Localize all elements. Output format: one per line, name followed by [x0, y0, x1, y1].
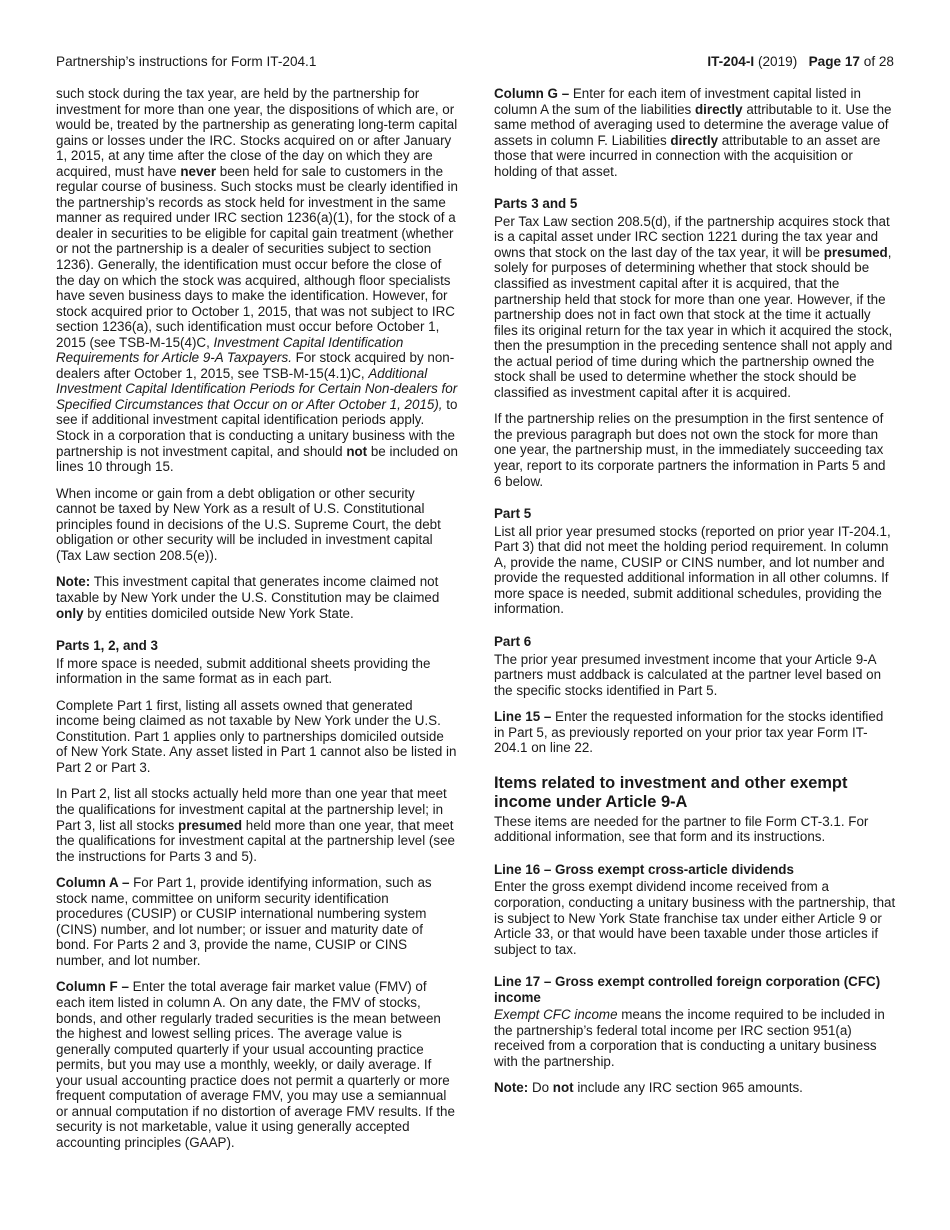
text-run: be included on lines 10 through 15. [56, 443, 458, 475]
note-paragraph-965 [494, 1080, 896, 1096]
text-run: , solely for purposes of determining whether that stock should be classified as investment capital after it is acquired, that the partnership held that stock for more than one year. However, if the partnership does not in fact own that stock at the time it actually files its original return for the tax year in which it acquired the stock, then the presumption in the preceding sentence shall not apply and the actual period of time during which the partnership owned the stock shall be used to determine whether the stock should be classified as investment capital after it is acquired. [494, 244, 893, 400]
paragraph-debt-obligation: When income or gain from a debt obligation or other security cannot be taxed by New York as a result of U.S. Constitutional principles found in decisions of the U.S. Supreme Court, the debt obligation or other security will be included in investment capital (Tax Law section 208.5(e)). [56, 485, 441, 563]
heading-line-17: Line 17 – Gross exempt controlled foreign corporation (CFC) income [494, 974, 881, 1005]
text-run: been held for sale to customers in the regular course of business. Such stocks must be clearly identified in the partnership’s records as stock held for investment in the same manner as required under IRC section 1236(a)(1), for the stock of a dealer in securities to be eligible for capital gain treatment (whether or not the partnership is a dealer of securities subject to section 1236). Generally, the identification must occur before the close of the day on which the stock was acquired, although floor specialists have seven business days to make the identification. However, for stock acquired prior to October 1, 2015, that was not subject to IRC section 1236(a), such identification must occur before October 1, 2015 (see TSB-M-15(4)C, [56, 163, 458, 350]
text-run: Per Tax Law section 208.5(d), if the partnership acquires stock that is a capital asset under IRC section 1221 during the tax year and owns that stock on the last day of the tax year, it will be [494, 213, 890, 260]
paragraph-presumption [494, 214, 896, 401]
emphasis-directly: directly [670, 132, 719, 148]
paragraph-line-15 [494, 709, 896, 756]
paragraph-column-a [56, 875, 458, 968]
paragraph-line-17 [494, 1007, 896, 1069]
note-paragraph [56, 574, 458, 621]
text-run: attributable to an asset are those that were incurred in connection with the acquisition or holding of that asset. [494, 132, 881, 179]
left-column [56, 86, 458, 1161]
paragraph-part-6: The prior year presumed investment income that your Article 9-A partners must addback is calculated at the partner level based on the specific stocks identified in Part 5. [494, 651, 882, 698]
right-column [494, 86, 896, 1107]
page-header [56, 54, 894, 74]
heading-part-6: Part 6 [494, 633, 532, 649]
publication-title: Investment Capital Identification Requirements for Article 9-A Taxpayers. [56, 334, 404, 366]
paragraph-line-16: Enter the gross exempt dividend income received from a corporation, conducting a unitary business with the partnership, that is subject to New York State franchise tax under either Article 9 or Article 33, or that would have been taxable under those articles if subject to tax. [494, 879, 896, 957]
header-page-total: of 28 [859, 54, 894, 69]
paragraph-column-f [56, 979, 458, 1150]
text-run: For Part 1, provide identifying information, such as stock name, committee on uniform security identification procedures (CUSIP) or CUSIP international numbering system (CINS) number, and lot number; or issuer and maturity date of bond. For Parts 2 and 3, provide the name, CUSIP or CINS number, and lot number. [56, 875, 432, 968]
text-run: Enter for each item of investment capital listed in column A the sum of the liabilities [494, 86, 861, 117]
paragraph-items-intro: These items are needed for the partner to file Form CT-3.1. For additional information, see that form and its instructions. [494, 813, 869, 845]
heading-line-16: Line 16 – Gross exempt cross-article dividends [494, 861, 794, 877]
header-page-number: Page 17 [808, 54, 860, 69]
text-run: Enter the total average fair market value (FMV) of each item listed in column A. On any date, the FMV of stocks, bonds, and other regularly traded securities is the mean between the highest and lowest selling prices. The average value is generally computed quarterly if your usual accounting practice permits, but you may use a monthly, weekly, or daily average. If your usual accounting practice does not permit a quarterly or more frequent computation of average FMV, you may use a semiannual or annual computation if no distortion of average FMV results. If the security is not marketable, value it using generally accepted accounting principles (GAAP). [56, 979, 455, 1150]
header-year: (2019) [754, 54, 798, 69]
paragraph-column-g [494, 86, 896, 179]
paragraph-stock-holding [56, 86, 458, 475]
publication-title: Additional Investment Capital Identification Periods for Certain Non-dealers for Specified Circumstances that Occur on or After October 1, 2015), [56, 365, 458, 412]
text-run: to see if additional investment capital identification periods apply. Stock in a corporation that is conducting a unitary business with the partnership is not investment capital, and should [56, 396, 458, 459]
note-label: Note: [56, 574, 91, 590]
paragraph-part-5: List all prior year presumed stocks (reported on prior year IT-204.1, Part 3) that did not meet the holding period requirement. In column A, provide the name, CUSIP or CINS number, and lot number and provide the requested additional information in all other columns. If more space is needed, submit additional schedules, providing the information. [494, 523, 891, 617]
text-run: Enter the requested information for the stocks identified in Part 5, as previously reported on your prior tax year Form IT-204.1 on line 22. [494, 709, 884, 756]
paragraph-more-space: If more space is needed, submit additional sheets providing the information in the same format as in each part. [56, 655, 431, 687]
term-exempt-cfc-income: Exempt CFC income [494, 1007, 618, 1023]
emphasis-not: not [346, 443, 368, 459]
text-run: include any IRC section 965 amounts. [573, 1080, 803, 1096]
note-label: Note: [494, 1080, 529, 1096]
header-form-id: IT-204-I [707, 54, 755, 69]
text-run: attributable to it. Use the same method of averaging used to determine the average value of assets in column F. Liabilities [494, 101, 892, 148]
header-page-info [707, 54, 894, 70]
header-form-title: Partnership’s instructions for Form IT-204.1 [56, 54, 317, 69]
line-15-label: Line 15 – [494, 709, 552, 725]
paragraph-part-1: Complete Part 1 first, listing all assets owned that generated income being claimed as not taxable by New York under the U.S. Constitution. Part 1 applies only to partnerships domiciled outside of New York State. Any asset listed in Part 1 cannot also be listed in Part 2 or Part 3. [56, 697, 457, 775]
emphasis-not: not [552, 1080, 574, 1096]
text-run: In Part 2, list all stocks actually held more than one year that meet the qualifications for investment capital at the partnership level; in Part 3, list all stocks [56, 786, 447, 833]
text-run: Do [528, 1080, 553, 1096]
emphasis-directly: directly [694, 101, 743, 117]
text-run: held more than one year, that meet the qualifications for investment capital at the partnership level (see the instructions for Parts 3 and 5). [56, 817, 455, 864]
text-run: means the income required to be included in the partnership’s federal total income per IRC section 951(a) received from a corporation that is conducting a unitary business with the partnership. [494, 1007, 885, 1069]
column-g-label: Column G – [494, 86, 570, 101]
heading-parts-3-5: Parts 3 and 5 [494, 196, 578, 212]
emphasis-presumed: presumed [823, 244, 888, 260]
text-run: such stock during the tax year, are held by the partnership for investment for more than one year, the dispositions of which are, or would be, treated by the partnership as generating long-term capital gains or losses under the IRC. Stocks acquired on or after January 1, 2015, at any time after the close of the day on which they are acquired, must have [56, 86, 458, 179]
emphasis-never: never [180, 163, 217, 179]
column-a-label: Column A – [56, 875, 130, 891]
heading-items-article-9a: Items related to investment and other exempt income under Article 9-A [494, 773, 848, 811]
heading-parts-1-2-3: Parts 1, 2, and 3 [56, 638, 158, 654]
text-run: by entities domiciled outside New York State. [83, 605, 354, 621]
heading-part-5: Part 5 [494, 506, 532, 522]
paragraph-part-2-3 [56, 786, 458, 864]
paragraph-relies-presumption: If the partnership relies on the presumption in the first sentence of the previous paragraph but does not own the stock for more than one year, the partnership must, in the immediately succeeding tax year, report to its corporate partners the information in Parts 5 and 6 below. [494, 411, 886, 489]
emphasis-presumed: presumed [178, 817, 243, 833]
text-run: This investment capital that generates income claimed not taxable by New York under the U.S. Constitution may be claimed [56, 574, 440, 605]
column-f-label: Column F – [56, 979, 129, 995]
text-run: For stock acquired by non-dealers after October 1, 2015, see TSB-M-15(4.1)C, [56, 350, 455, 381]
emphasis-only: only [56, 605, 84, 621]
